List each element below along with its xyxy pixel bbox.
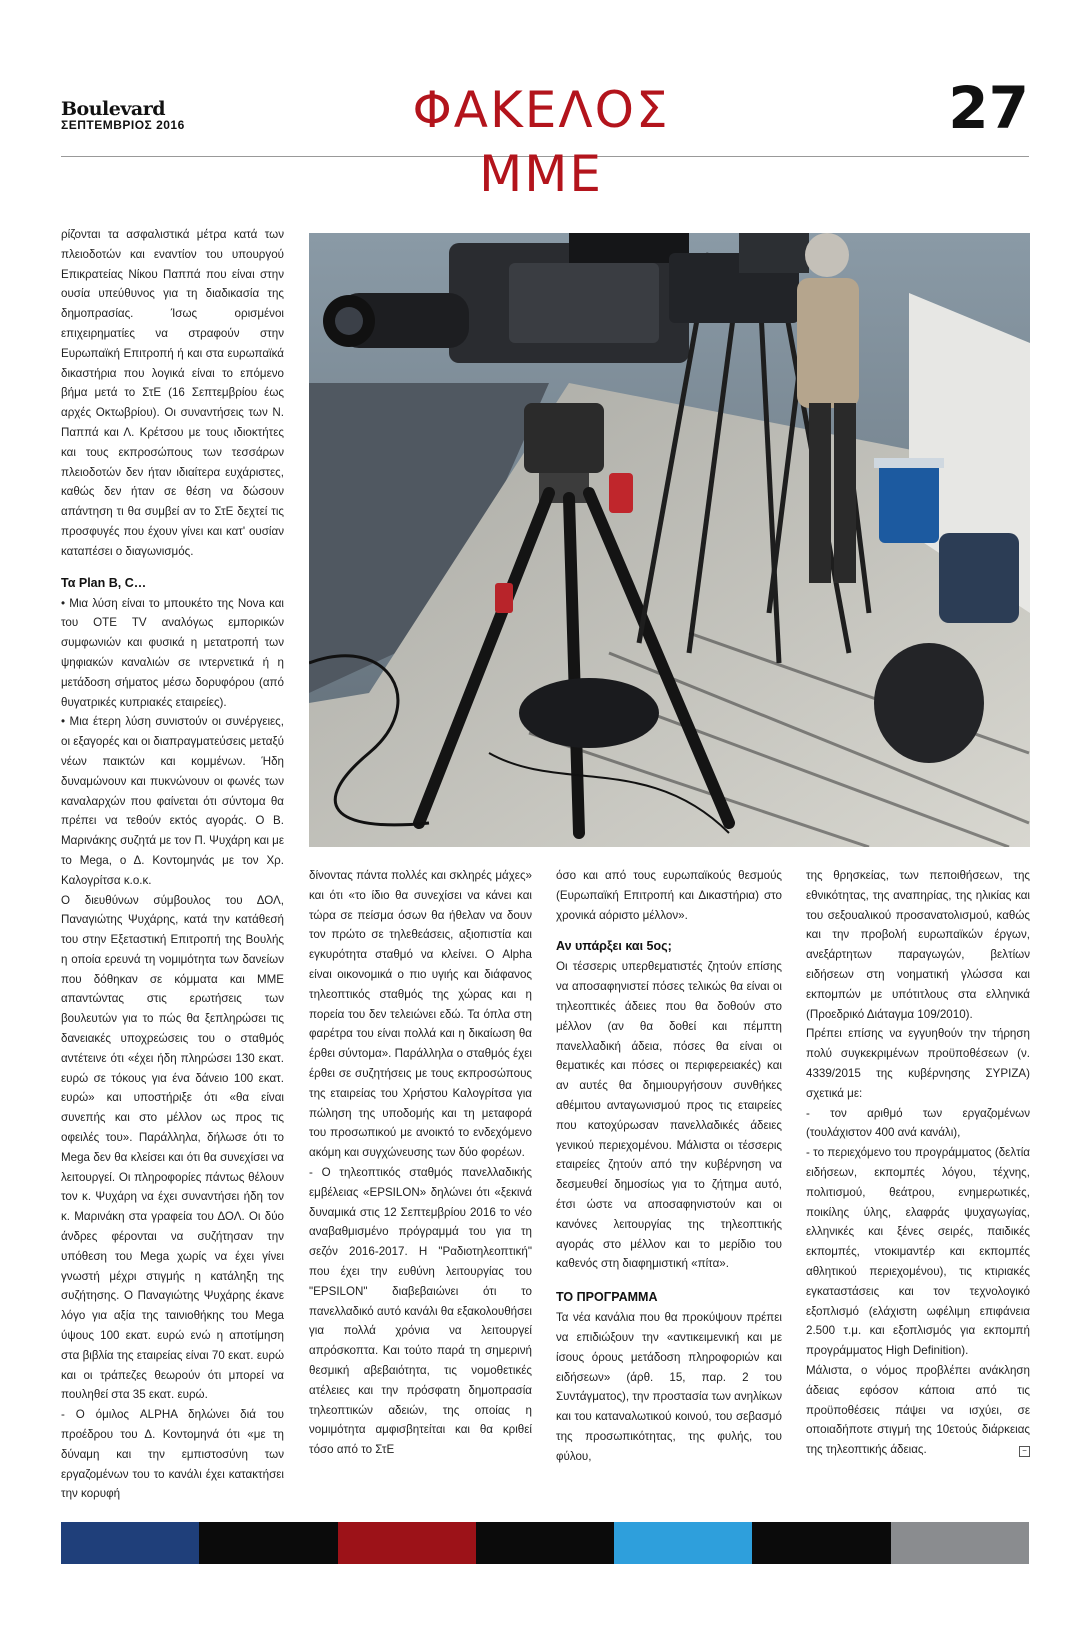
paragraph: • Μια λύση είναι το μπουκέτο της Nova και του ΟΤΕ TV αναλόγως εμπορικών συμφωνιών και φυσικά η μετατροπή των ψηφιακών καναλιών σε ιντερνετικά ή η μετάδοση σήματος μέσω δορυφόρου (από θυγατρικές κυπριακές εταιρείες). <box>61 596 284 709</box>
article-column-1 <box>61 225 284 1504</box>
paragraph: Πρέπει επίσης να εγγυηθούν την τήρηση πολύ συγκεκριμένων προϋποθέσεων (ν. 4339/2015 της κυβέρνησης ΣΥΡΙΖΑ) σχετικά με: <box>806 1027 1030 1100</box>
paragraph: Οι τέσσερις υπερθεματιστές ζητούν επίσης να αποσαφηνιστεί πόσες τελικώς θα είναι οι τηλεοπτικές άδειες που θα δοθούν στο μέλλον (αν θα δοθεί και πέμπτη πανελλαδική άδεια, πόσες θα είναι οι θεματικές και πόσες οι περιφερειακές) και αν αυτές θα δημιουργήσουν συνθήκες αθέμιτου ανταγωνισμού προς τις εταιρείες που κατοχύρωσαν πανελλαδικές άδειες γενικού περιεχομένου. Μάλιστα οι τέσσερις εταιρείες ζητούν από την κυβέρνηση να δεσμευθεί δημοσίως για το ζήτημα αυτό, έτσι ώστε να αποσαφηνιστούν και οι κανόνες λειτουργίας της τηλεοπτικής αγοράς στο μέλλον και το μερίδιο του καθενός στη διαφημιστική «πίτα». <box>556 960 782 1271</box>
paragraph: ρίζονται τα ασφαλιστικά μέτρα κατά των πλειοδοτών και εναντίον του υπουργού Επικρατείας Νίκου Παππά που είναι στην ουσία υπεύθυνος για τη διαδικασία της δημοπρασίας. Ίσως ορισμένοι επιχειρηματίες να στραφούν στην Ευρωπαϊκή Επιτροπή ή και στα ευρωπαϊκά δικαστήρια που λογικά είναι το επόμενο βήμα μετά το ΣτΕ (16 Σεπτεμβρίου έως αρχές Οκτωβρίου). Οι συναντήσεις των Ν. Παππά και Λ. Κρέτσου με τους ιδιοκτήτες και τους εκπροσώπους των τεσσάρων πλειοδοτών δεν ήταν ιδιαίτερα ευχάριστες, καθώς δεν ήταν σε θέση να δώσουν απάντηση τι θα συμβεί αν το ΣτΕ δεχτεί τις προσφυγές που έχουν γίνει και κατ' ουσίαν καταπέσει ο διαγωνισμός. <box>61 228 284 558</box>
paragraph: - Ο τηλεοπτικός σταθμός πανελλαδικής εμβέλειας «EPSILON» δηλώνει ότι «ξεκινά δυναμικά στις 12 Σεπτεμβρίου 2016 το νέο αναβαθμισμένο πρόγραμμά του για τη σεζόν 2016-2017. Η "Ραδιοτηλεοπτική" που έχει την ευθύνη λειτουργίας του "EPSILON" διαβεβαιώνει ότι το πανελλαδικό αυτό κανάλι θα εξακολουθήσει για πολλά χρόνια να λειτουργεί απρόσκοπτα. Και τούτο παρά τη σημερινή θεσμική αβεβαιότητα, τις νομοθετικές ατέλειες και την πρόσφατη δημοπρασία τηλεοπτικών αδειών, της οποίας η νομιμότητα αμφισβητείται και θα κριθεί τόσο από το ΣτΕ <box>309 1165 532 1457</box>
article-column-4 <box>806 866 1030 1460</box>
end-of-article-icon: − <box>1019 1446 1030 1457</box>
subheading: Αν υπάρξει και 5ος; <box>556 939 672 954</box>
page-number: 27 <box>948 74 1029 142</box>
color-block <box>476 1522 614 1564</box>
color-block <box>752 1522 890 1564</box>
article-photo <box>309 233 1030 847</box>
color-block <box>614 1522 752 1564</box>
article-column-3 <box>556 866 782 1467</box>
color-block <box>61 1522 199 1564</box>
brand-logo: Boulevard <box>61 98 165 120</box>
section-title: ΦΑΚΕΛΟΣ ΜΜΕ <box>412 81 670 203</box>
paragraph: Τα νέα κανάλια που θα προκύψουν πρέπει να επιδιώξουν την «αντικειμενική και με ίσους όρους μετάδοση πληροφοριών και ειδήσεων» (άρθ. 15, παρ. 2 του Συντάγματος), την προστασία των ανηλίκων και του καταναλωτικού κοινού, του σεβασμό της προσωπικότητας, της φυλής, του φύλου, <box>556 1311 782 1463</box>
color-block <box>891 1522 1029 1564</box>
page-header <box>61 72 1029 203</box>
footer-color-bar <box>61 1522 1029 1564</box>
paragraph: όσο και από τους ευρωπαϊκούς θεσμούς (Ευρωπαϊκή Επιτροπή και Δικαστήρια) στο χρονικά αόριστο μέλλον». <box>556 869 782 922</box>
tv-cameras-photo-icon <box>309 233 1030 847</box>
subheading: Τα Plan B, C… <box>61 575 147 590</box>
color-block <box>338 1522 476 1564</box>
article-column-2 <box>309 866 532 1460</box>
paragraph: - τον αριθμό των εργαζομένων (τουλάχιστον 400 ανά κανάλι), <box>806 1106 1030 1140</box>
paragraph: δίνοντας πάντα πολλές και σκληρές μάχες» και ότι «το ίδιο θα συνεχίσει να κάνει και τώρα σε πείσμα όσων θα ήθελαν να δουν τον πρώτο σε τηλεθεάσεις, αξιοπιστία και εγκυρότητα σταθμό να κλείνει. Ο Alpha είναι οικονομικά ο πιο υγιής και διάφανος τηλεοπτικός σταθμός της χώρας και η πορεία του δεν τελειώνει εδώ. Τα όπλα στη φαρέτρα του είναι πολλά και η δικαίωση θα έρθει σύντομα». Παράλληλα ο σταθμός έχει έρθει σε συζητήσεις με τους εκπροσώπους της εταιρείας του Χρήστου Καλογρίτσα για πώληση της υποδομής και τη μεταφορά του προσωπικού με ανοικτό το ενδεχόμενο ακόμη και συγχώνευσης των δύο φορέων. <box>309 869 532 1160</box>
issue-date: ΣΕΠΤΕΜΒΡΙΟΣ 2016 <box>61 118 185 132</box>
paragraph: της θρησκείας, των πεποιθήσεων, της εθνικότητας, της αναπηρίας, της ηλικίας και του σεξουαλικού προσανατολισμού, καθώς και την προβολή ευρωπαϊκών έργων, ανεξάρτητων παραγωγών, βελτίων ειδήσεων στη νοηματική γλώσσα και εκπομπών με υπότιτλους στα ελληνικά (Προεδρικό Διάταγμα 109/2010). <box>806 869 1030 1021</box>
paragraph: - το περιεχόμενο του προγράμματος (δελτία ειδήσεων, εκπομπές λόγου, τέχνης, πολιτισμού, θεάτρου, ενημερωτικές, ποικίλης ύλης, ελαφράς ψυχαγωγίας, ελληνικές και ξένες σειρές, παιδικές εκπομπές, ντοκιμαντέρ και εκπομπές αθλητικού περιεχομένου), τις κτιριακές εγκαταστάσεις και τον τεχνολογικό εξοπλισμό (ελάχιστη ωφέλιμη επιφάνεια 2.500 τ.μ. και εξοπλισμός για εκπομπή προγράμματος High Definition). <box>806 1146 1030 1358</box>
color-block <box>199 1522 337 1564</box>
paragraph: - Ο όμιλος ALPHA δηλώνει διά του προέδρου του Δ. Κοντομηνά ότι «με τη δύναμη και την εμπιστοσύνη των εργαζομένων του το κανάλι έχει κατακτήσει την κορυφή <box>61 1408 284 1501</box>
paragraph: Ο διευθύνων σύμβουλος του ΔΟΛ, Παναγιώτης Ψυχάρης, κατά την κατάθεσή του στην Εξεταστική Επιτροπή της Βουλής η οποία ερευνά τη νομιμότητα των δανείων που δόθηκαν σε κόμματα και ΜΜΕ απαντώντας στις ερωτήσεις των βουλευτών για το πώς θα ξεπληρώσει τις δανειακές υποχρεώσεις του ο σταθμός αντέτεινε ότι «έχει ήδη πληρώσει 130 εκατ. ευρώ σε τόκους για ένα δάνειο 100 εκατ. ευρώ» και υποστήριξε ότι «θα είναι συνεπής και στο μέλλον ως προς τις οφειλές του». Παράλληλα, δήλωσε ότι το Mega δεν θα κλείσει και ότι θα συνεχίσει να λειτουργεί. Οι πληροφορίες πάντως θέλουν τον κ. Ψυχάρη να έχει συναντήσει ήδη τον κ. Μαρινάκη στα γραφεία του ΔΟΛ. Οι δύο άνδρες φέρονται να συζήτησαν την υπόθεση του Mega χωρίς να έχει γίνει γνωστή μέχρι στιγμής η κατάληξη της συζήτησης. Ο Παναγιώτης Ψυχάρης έκανε λόγο για αξία της ταινιοθήκης του Mega ύψους 100 εκατ. ευρώ ενώ η αποτίμηση στα βιβλία της εταιρείας είναι 70 εκατ. ευρώ και οι τράπεζες θεωρούν ότι μπορεί να πουληθεί στα 35 εκατ. ευρώ. <box>61 893 284 1402</box>
paragraph <box>806 1361 1030 1460</box>
subheading: ΤΟ ΠΡΟΓΡΑΜΜΑ <box>556 1290 658 1305</box>
paragraph-text: Μάλιστα, ο νόμος προβλέπει ανάκληση άδειας εφόσον κάποια από τις προϋποθέσεις πάψει να ισχύει, σε οποιαδήποτε στιγμή της 10ετούς διάρκειας της τηλεοπτικής άδειας. <box>806 1363 1030 1457</box>
paragraph: • Μια έτερη λύση συνιστούν οι συνέργειες, οι εξαγορές και οι διαπραγματεύσεις μεταξύ νέων παικτών και κομμένων. Ήδη δυναμώνουν και πυκνώνουν οι φωνές των καναλαρχών που φαίνεται ότι σύντομα θα πρέπει να τεθούν εκτός αγοράς. Ο Β. Μαρινάκης συζητά με τον Π. Ψυχάρη και με το Mega, ο Δ. Κοντομηνάς με τον Χρ. Καλογρίτσα κ.ο.κ. <box>61 715 284 887</box>
